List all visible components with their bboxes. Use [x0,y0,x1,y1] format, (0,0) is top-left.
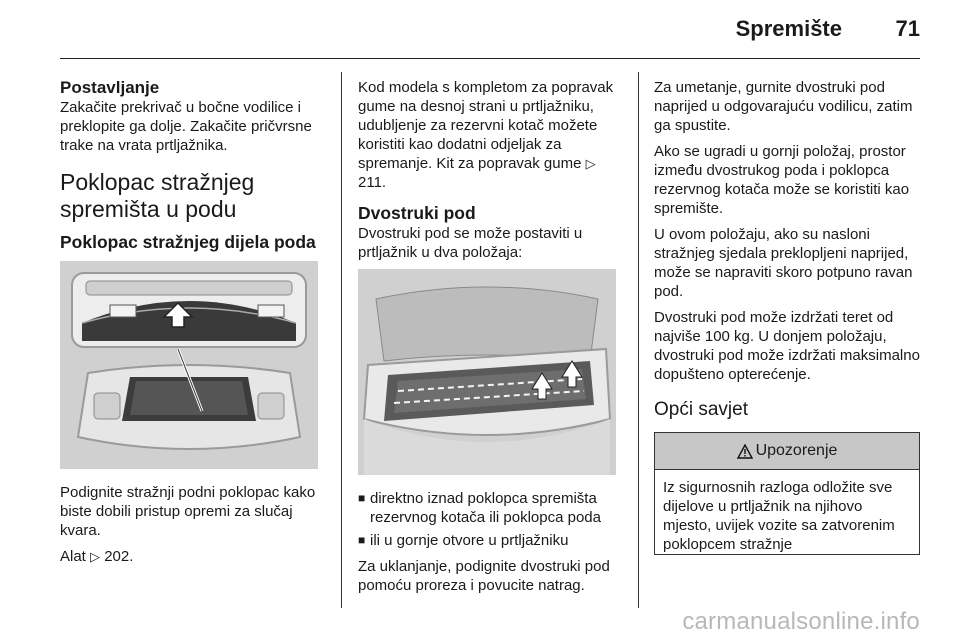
figure-floor-cover [60,261,318,469]
bullet-icon: ■ [358,491,366,505]
paragraph-dvostruki-pod: Dvostruki pod se može postaviti u prtljažnik u dva položaja: [358,225,583,261]
ref-arrow-icon: ▷ [90,549,101,564]
paragraph-uklanjanje: Za uklanjanje, podignite dvostruki pod pomoću proreza i povucite natrag. [358,558,610,594]
paragraph-kit [358,78,620,192]
column-divider-2 [638,72,639,608]
column-3 [654,78,920,555]
paragraph-umetanje: Za umetanje, gurnite dvostruki pod naprijed u odgovarajuću vodilicu, zatim ga spustite. [654,79,913,134]
paragraph-podignite: Podignite stražnji podni poklopac kako biste dobili pristup opremi za slučaj kvara. [60,484,316,539]
tool-page-ref: 202. [104,548,134,565]
column-divider-1 [341,72,342,608]
page-section-title: Spremište [735,16,842,41]
kit-page-ref: 211. [358,174,387,191]
double-floor-illustration [358,269,616,475]
header-divider [60,58,920,59]
figure-double-floor [358,269,616,475]
list-item: ■ direktno iznad poklopca spremišta rezervnog kotača ili poklopca poda [358,490,601,526]
tool-reference [60,547,322,566]
heading-postavljanje: Postavljanje [60,78,160,97]
heading-dvostruki-pod: Dvostruki pod [358,203,476,223]
kit-text: Kod modela s kompletom za popravak gume na desnoj strani u prtljažniku, udubljenje za rezervni kotač možete koristiti kao dodatni odjeljak za spremanje. Kit za popravak gume [358,79,614,172]
floor-cover-illustration [60,261,318,469]
column-1 [60,78,322,573]
heading-poklopac-poda: Poklopac stražnjeg dijela poda [60,232,316,252]
warning-title: Upozorenje [755,442,838,459]
warning-body [655,470,919,554]
warning-header [655,433,919,470]
ref-arrow-icon: ▷ [585,156,596,171]
bullet-icon: ■ [358,533,366,547]
heading-poklopac-spremista: Poklopac stražnjeg spremišta u podu [60,169,255,222]
paragraph-postavljanje: Zakačite prekrivač u bočne vodilice i preklopite ga dolje. Zakačite pričvrsne trake na vrata prtljažnika. [60,99,312,154]
page-number: 71 [895,16,920,41]
paragraph-ravan-pod: U ovom položaju, ako su nasloni stražnjeg sjedala preklopljeni naprijed, može se napraviti skoro potpuno ravan pod. [654,226,913,300]
paragraph-gornji-polozaj: Ako se ugradi u gornji položaj, prostor između dvostrukog poda i poklopca rezervnog kotača može se koristiti kao spremište. [654,143,910,217]
heading-opci-savjet: Opći savjet [654,399,748,420]
column-2 [358,78,620,602]
tool-label: Alat [60,548,86,565]
list-item: ■ ili u gornje otvore u prtljažniku [358,532,569,549]
warning-triangle-icon [737,444,753,459]
warning-box [654,432,920,555]
warning-text: Iz sigurnosnih razloga odložite sve dijelove u prtljažnik na njihovo mjesto, uvijek vozite sa zatvorenim poklopcem stražnje [663,479,895,553]
paragraph-teret: Dvostruki pod može izdržati teret od najviše 100 kg. U donjem položaju, dvostruki pod može izdržati maksimalno dopušteno opterećenje. [654,309,920,383]
watermark: carmanualsonline.info [682,608,920,635]
